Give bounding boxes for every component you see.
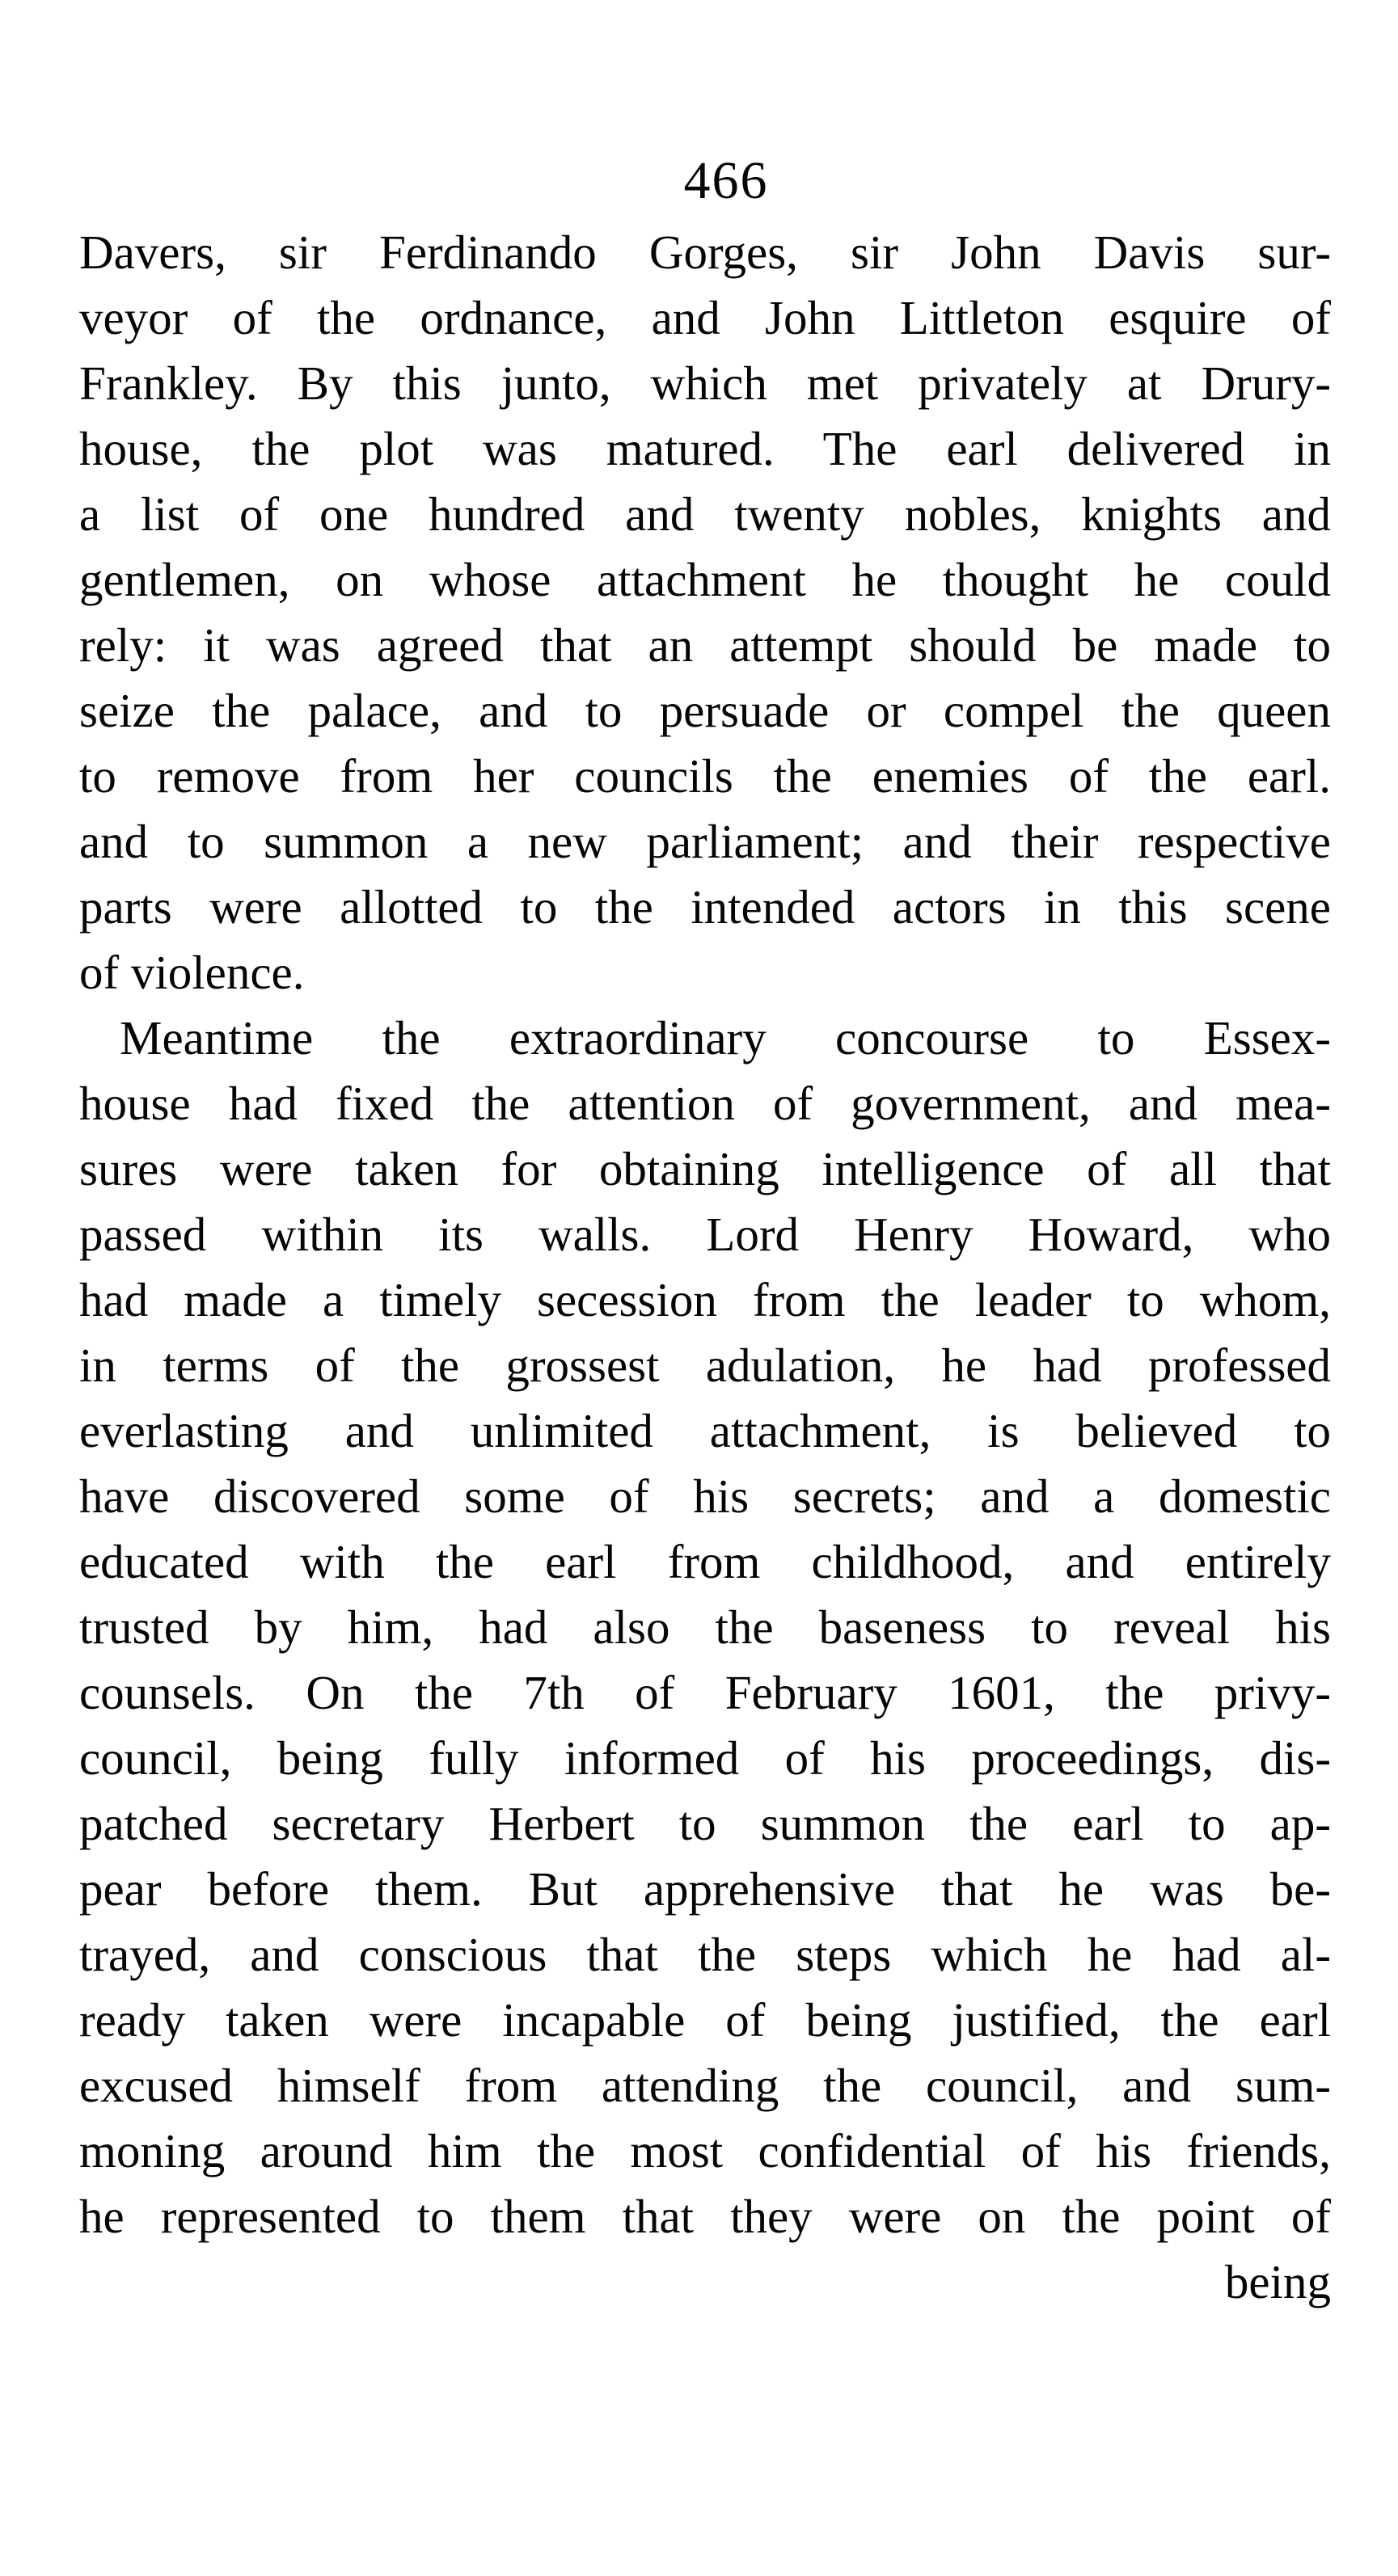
text-line: everlasting and unlimited attachment, is believed to <box>79 1404 1331 1457</box>
text-line: patched secretary Herbert to summon the earl to ap- <box>79 1797 1331 1850</box>
text-line: pear before them. But apprehensive that he was be- <box>79 1862 1331 1916</box>
text-line: to remove from her councils the enemies of the earl. <box>79 749 1331 803</box>
page-number: 466 <box>683 151 769 210</box>
text-line: trusted by him, had also the baseness to reveal his <box>79 1600 1331 1654</box>
paragraph-2 <box>79 1006 1331 2249</box>
text-line: of violence. <box>79 946 305 999</box>
text-line: had made a timely secession from the leader to whom, <box>79 1273 1331 1326</box>
text-line: Frankley. By this junto, which met privately at Drury- <box>79 356 1331 410</box>
catchword: being <box>1224 2255 1331 2308</box>
paragraph-1 <box>79 220 1331 1006</box>
text-line: gentlemen, on whose attachment he thought he could <box>79 553 1331 606</box>
text-line: moning around him the most confidential of his friends, <box>79 2124 1331 2178</box>
text-line: ready taken were incapable of being justified, the earl <box>79 1993 1331 2047</box>
text-line: seize the palace, and to persuade or compel the queen <box>79 684 1331 737</box>
text-line: council, being fully informed of his proceedings, dis- <box>79 1731 1331 1785</box>
text-line: passed within its walls. Lord Henry Howard, who <box>79 1208 1331 1261</box>
text-line: Meantime the extraordinary concourse to Essex- <box>120 1011 1331 1065</box>
text-line: house, the plot was matured. The earl delivered in <box>79 422 1331 475</box>
text-line: he represented to them that they were on the point of <box>79 2190 1331 2243</box>
text-line: Davers, sir Ferdinando Gorges, sir John Davis sur- <box>79 226 1331 279</box>
text-line: and to summon a new parliament; and their respective <box>79 815 1331 868</box>
text-line: sures were taken for obtaining intelligence of all that <box>79 1142 1331 1195</box>
text-line: house had fixed the attention of government, and mea- <box>79 1077 1331 1130</box>
text-line: in terms of the grossest adulation, he had professed <box>79 1339 1331 1392</box>
text-line: have discovered some of his secrets; and a domestic <box>79 1469 1331 1523</box>
text-line: veyor of the ordnance, and John Littleton esquire of <box>79 291 1331 344</box>
text-line: rely: it was agreed that an attempt should be made to <box>79 618 1331 672</box>
text-line: a list of one hundred and twenty nobles, knights and <box>79 487 1331 541</box>
text-line: trayed, and conscious that the steps which he had al- <box>79 1928 1331 1981</box>
text-line: excused himself from attending the council, and sum- <box>79 2059 1331 2112</box>
text-line: parts were allotted to the intended actors in this scene <box>79 880 1331 934</box>
text-line: educated with the earl from childhood, and entirely <box>79 1535 1331 1588</box>
text-block <box>79 220 1331 2315</box>
text-line: counsels. On the 7th of February 1601, the privy- <box>79 1666 1331 1719</box>
